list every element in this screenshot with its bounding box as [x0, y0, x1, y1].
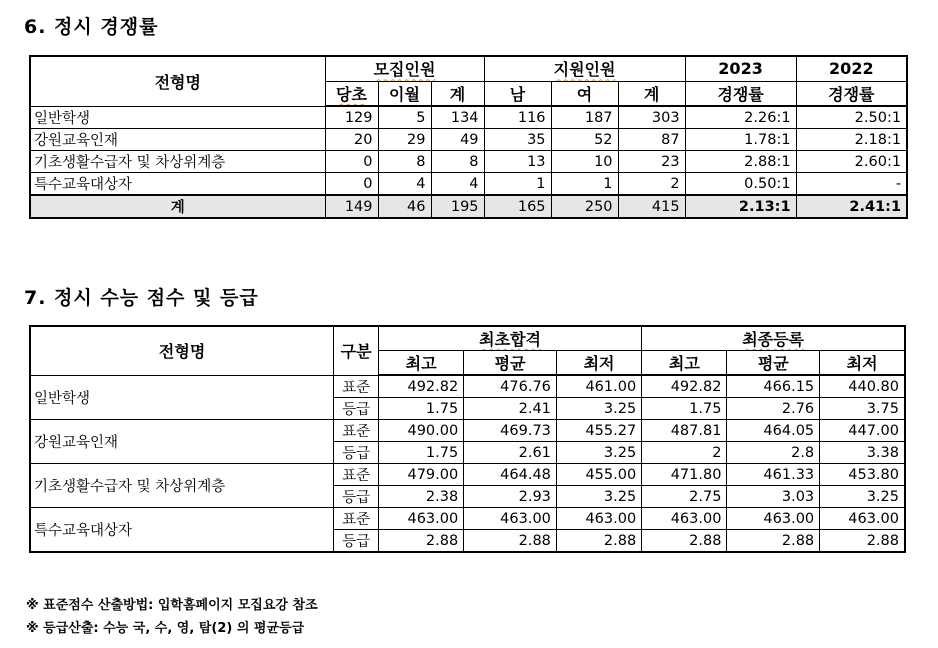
header-name: 전형명	[30, 56, 325, 106]
header-final-registration: 최종등록	[642, 326, 905, 351]
cell-value: 1.75	[378, 442, 463, 464]
header-applicants-male: 남	[484, 81, 551, 106]
cell-value: 49	[431, 129, 484, 151]
cell-value: 1.78:1	[685, 129, 796, 151]
cell-value: -	[796, 173, 907, 196]
header-recruit-original: 당초	[325, 81, 378, 106]
cell-value: 35	[484, 129, 551, 151]
row-name: 강원교육인재	[30, 129, 325, 151]
header-recruit-carryover: 이월	[378, 81, 431, 106]
cell-value: 10	[551, 151, 618, 173]
cell-value: 3.75	[820, 398, 905, 420]
score-grade-table	[29, 325, 906, 553]
cell-value: 13	[484, 151, 551, 173]
cell-value: 463.00	[820, 508, 905, 530]
cell-value: 463.00	[642, 508, 727, 530]
cell-value: 2.75	[642, 486, 727, 508]
cell-value: 4	[378, 173, 431, 196]
table-row	[30, 508, 905, 530]
cell-value: 2	[618, 173, 685, 196]
cell-value: 116	[484, 106, 551, 129]
cell-value: 415	[618, 195, 685, 218]
cell-value: 2.50:1	[796, 106, 907, 129]
group-name: 특수교육대상자	[30, 508, 334, 553]
cell-value: 129	[325, 106, 378, 129]
row-name: 기초생활수급자 및 차상위계층	[30, 151, 325, 173]
section7-title: 7. 정시 수능 점수 및 등급	[24, 287, 259, 309]
cell-value: 2.38	[378, 486, 463, 508]
competition-rate-table	[29, 55, 908, 219]
cell-value: 487.81	[642, 420, 727, 442]
cell-value: 149	[325, 195, 378, 218]
cell-value: 2.13:1	[685, 195, 796, 218]
cell-value: 0	[325, 151, 378, 173]
header-final-avg: 평균	[727, 351, 820, 376]
cell-value: 8	[378, 151, 431, 173]
cell-value: 23	[618, 151, 685, 173]
cell-value: 1	[551, 173, 618, 196]
header-final-max: 최고	[642, 351, 727, 376]
cell-value: 492.82	[642, 375, 727, 398]
cell-value: 2.93	[464, 486, 557, 508]
cell-value: 1.75	[642, 398, 727, 420]
score-type: 등급	[334, 530, 379, 553]
cell-value: 3.25	[556, 486, 641, 508]
cell-value: 52	[551, 129, 618, 151]
cell-value: 463.00	[556, 508, 641, 530]
row-name: 특수교육대상자	[30, 173, 325, 196]
score-type: 표준	[334, 464, 379, 486]
cell-value: 463.00	[464, 508, 557, 530]
cell-value: 87	[618, 129, 685, 151]
cell-value: 5	[378, 106, 431, 129]
cell-value: 3.25	[556, 398, 641, 420]
cell-value: 4	[431, 173, 484, 196]
score-type: 표준	[334, 375, 379, 398]
cell-value: 463.00	[727, 508, 820, 530]
header-first-admission: 최초합격	[378, 326, 641, 351]
cell-value: 2.88	[378, 530, 463, 553]
cell-value: 2	[642, 442, 727, 464]
cell-value: 8	[431, 151, 484, 173]
cell-value: 464.05	[727, 420, 820, 442]
cell-value: 2.41:1	[796, 195, 907, 218]
cell-value: 479.00	[378, 464, 463, 486]
cell-value: 453.80	[820, 464, 905, 486]
section6-title: 6. 정시 경쟁률	[24, 16, 159, 38]
header-applicants-total: 계	[618, 81, 685, 106]
cell-value: 2.88:1	[685, 151, 796, 173]
cell-value: 3.03	[727, 486, 820, 508]
header-first-max: 최고	[378, 351, 463, 376]
cell-value: 476.76	[464, 375, 557, 398]
header-first-min: 최저	[556, 351, 641, 376]
cell-value: 2.88	[556, 530, 641, 553]
cell-value: 464.48	[464, 464, 557, 486]
table-row	[30, 375, 905, 398]
cell-value: 1.75	[378, 398, 463, 420]
table-row	[30, 129, 907, 151]
cell-value: 3.38	[820, 442, 905, 464]
score-type: 등급	[334, 398, 379, 420]
table-row	[30, 464, 905, 486]
cell-value: 2.88	[727, 530, 820, 553]
header-name: 전형명	[30, 326, 334, 375]
group-name: 강원교육인재	[30, 420, 334, 464]
header-final-min: 최저	[820, 351, 905, 376]
cell-value: 303	[618, 106, 685, 129]
cell-value: 490.00	[378, 420, 463, 442]
cell-value: 447.00	[820, 420, 905, 442]
cell-value: 461.00	[556, 375, 641, 398]
cell-value: 29	[378, 129, 431, 151]
header-applicants-female: 여	[551, 81, 618, 106]
cell-value: 250	[551, 195, 618, 218]
cell-value: 2.8	[727, 442, 820, 464]
row-name: 일반학생	[30, 106, 325, 129]
cell-value: 195	[431, 195, 484, 218]
cell-value: 455.00	[556, 464, 641, 486]
cell-value: 2.88	[464, 530, 557, 553]
cell-value: 455.27	[556, 420, 641, 442]
cell-value: 187	[551, 106, 618, 129]
cell-value: 2.88	[820, 530, 905, 553]
group-name: 일반학생	[30, 375, 334, 420]
header-type: 구분	[334, 326, 379, 375]
score-type: 표준	[334, 420, 379, 442]
total-row	[30, 195, 907, 218]
table-row	[30, 173, 907, 196]
cell-value: 2.61	[464, 442, 557, 464]
header-recruit: 모집인원	[325, 56, 484, 81]
cell-value: 20	[325, 129, 378, 151]
score-type: 표준	[334, 508, 379, 530]
cell-value: 1	[484, 173, 551, 196]
header-applicants: 지원인원	[484, 56, 685, 81]
cell-value: 471.80	[642, 464, 727, 486]
table-row	[30, 106, 907, 129]
cell-value: 466.15	[727, 375, 820, 398]
note-grade-calculation: ※ 등급산출: 수능 국, 수, 영, 탐(2) 의 평균등급	[26, 621, 305, 636]
cell-value: 3.25	[556, 442, 641, 464]
cell-value: 0	[325, 173, 378, 196]
row-name: 계	[30, 195, 325, 218]
header-2022-rate: 경쟁률	[796, 81, 907, 106]
header-2022-year: 2022	[796, 56, 907, 81]
cell-value: 463.00	[378, 508, 463, 530]
header-first-avg: 평균	[464, 351, 557, 376]
cell-value: 440.80	[820, 375, 905, 398]
header-2023-year: 2023	[685, 56, 796, 81]
cell-value: 2.18:1	[796, 129, 907, 151]
cell-value: 165	[484, 195, 551, 218]
header-recruit-total: 계	[431, 81, 484, 106]
cell-value: 46	[378, 195, 431, 218]
cell-value: 0.50:1	[685, 173, 796, 196]
cell-value: 134	[431, 106, 484, 129]
cell-value: 492.82	[378, 375, 463, 398]
group-name: 기초생활수급자 및 차상위계층	[30, 464, 334, 508]
cell-value: 3.25	[820, 486, 905, 508]
header-2023-rate: 경쟁률	[685, 81, 796, 106]
cell-value: 2.88	[642, 530, 727, 553]
cell-value: 461.33	[727, 464, 820, 486]
note-standard-score: ※ 표준점수 산출방법: 입학홈페이지 모집요강 참조	[26, 598, 318, 613]
score-type: 등급	[334, 486, 379, 508]
table-row	[30, 151, 907, 173]
cell-value: 469.73	[464, 420, 557, 442]
score-type: 등급	[334, 442, 379, 464]
cell-value: 2.76	[727, 398, 820, 420]
cell-value: 2.26:1	[685, 106, 796, 129]
cell-value: 2.41	[464, 398, 557, 420]
table-row	[30, 420, 905, 442]
cell-value: 2.60:1	[796, 151, 907, 173]
